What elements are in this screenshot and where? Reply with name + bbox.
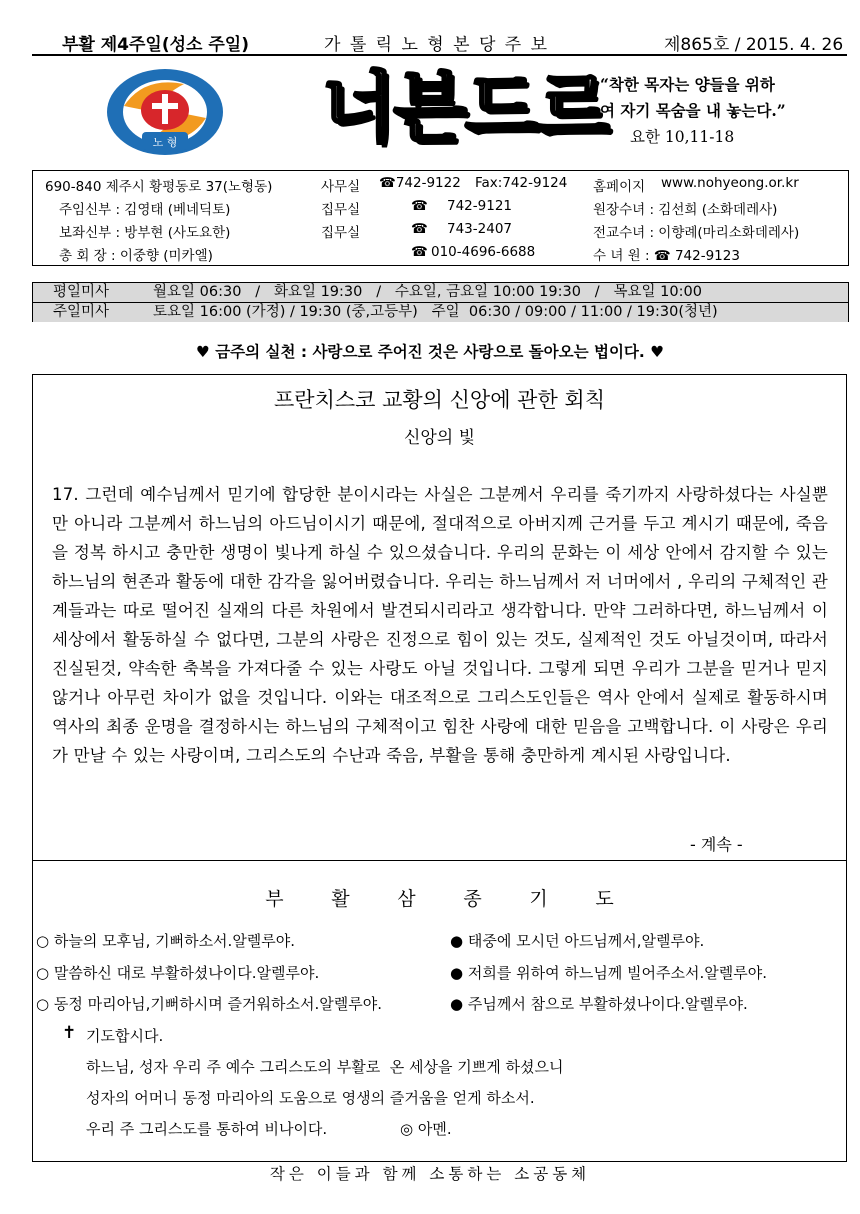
pastor-room: 집무실	[321, 202, 361, 218]
assistant-phone: 743-2407	[447, 221, 512, 237]
section-divider	[32, 860, 847, 861]
phone-icon: ☎	[411, 221, 428, 237]
phone-icon: ☎	[411, 198, 428, 214]
header-rule	[32, 54, 847, 56]
catechist-sister: 전교수녀 : 이향례(마리소화데레사)	[593, 225, 800, 241]
pastor: 주임신부 : 김영태 (베네딕토)	[59, 202, 231, 218]
bulletin-name: 가 톨 릭 노 형 본 당 주 보	[324, 35, 550, 55]
fax: Fax:742-9124	[475, 175, 568, 191]
bulletin-header	[0, 30, 860, 54]
response-1: ● 태중에 모시던 아드님께서,알렐루야.	[450, 932, 705, 950]
prayer-title	[32, 884, 847, 911]
response-2: ● 저희를 위하여 하느님께 빌어주소서.알렐루야.	[450, 964, 768, 982]
phone-icon: ☎	[411, 244, 428, 260]
homepage-label: 홈페이지	[593, 179, 646, 195]
president-phone: 010-4696-6688	[431, 244, 536, 260]
cross-icon: ✝	[62, 1023, 77, 1043]
article-body: 17. 그런데 예수님께서 믿기에 합당한 분이시라는 사실은 그분께서 우리를 죽기까지 사랑하셨다는 사실뿐만 아니라 그분께서 하느님의 아드님이시기 때문에, 절대적으로 아버지께 근거를 두고 계시기 때문에, 죽음을 정복 하시고 충만한 생명이 빛나게 하실 수 있으셨습니다. 우리의 문화는 이 세상 안에서 감지할 수 있는 하느님의 현존과 활동에 대한 감각을 잃어버렸습니다. 우리는 하느님께서 저 너머에서 , 우리의 구체적인 관계들과는 따로 떨어진 실재의 다른 차원에서 발견되시리라고 생각합니다. 만약 그러하다면, 하느님께서 이 세상에서 활동하실 수 없다면, 그분의 사랑은 진정으로 힘이 있는 것도, 실제적인 것도 아닐것이며, 따라서 진실된것, 약속한 축복을 가져다줄 수 있는 사랑도 아닐 것입니다. 그렇게 되면 우리가 그분을 믿거나 믿지 않거나 아무런 차이가 없을 것입니다. 이와는 대조적으로 그리스도인들은 역사 안에서 실제로 활동하시며 역사의 최종 운명을 결정하시는 하느님의 구체적이고 힘찬 사랑에 대한 믿음을 고백합니다. 이 사랑은 우리가 만날 수 있는 사랑이며, 그리스도의 수난과 죽음, 부활을 통해 충만하게 계시된 사랑입니다.	[52, 485, 828, 765]
parish-logo	[104, 66, 226, 158]
versicle-1: ○ 하늘의 모후님, 기뻐하소서.알렐루야.	[36, 932, 296, 950]
prayer-line-3: 우리 주 그리스도를 통하여 비나이다.	[86, 1120, 328, 1138]
motto-line-1: “착한 목자는 양들을 위하	[600, 75, 775, 94]
versicle-2: ○ 말씀하신 대로 부활하셨나이다.알렐루야.	[36, 964, 320, 982]
convent: 수 녀 원 : ☎ 742-9123	[593, 248, 740, 264]
liturgical-day: 부활 제4주일(성소 주일)	[62, 35, 250, 55]
logo-text: 노 형	[152, 136, 178, 149]
article-title: 프란치스코 교황의 신앙에 관한 회칙	[274, 388, 605, 412]
motto-line-2: 여 자기 목숨을 내 놓는다.”	[600, 101, 786, 120]
pastor-phone: 742-9121	[447, 198, 512, 214]
address: 690-840 제주시 황평동로 37(노형동)	[45, 179, 273, 195]
amen: ◎ 아멘.	[400, 1120, 452, 1138]
weekly-practice: ♥ 금주의 실천 : 사랑으로 주어진 것은 사랑으로 돌아오는 법이다. ♥	[195, 343, 665, 361]
assistant-room: 집무실	[321, 225, 361, 241]
weekly-motto	[600, 72, 850, 150]
office-label: 사무실	[321, 179, 361, 195]
head-sister: 원장수녀 : 김선희 (소화데레사)	[593, 202, 778, 218]
office-phone: ☎742-9122	[379, 175, 461, 191]
article-subtitle: 신앙의 빛	[403, 428, 476, 448]
response-3: ● 주님께서 참으로 부활하셨나이다.알렐루야.	[450, 995, 748, 1013]
prayer-line-1: 하느님, 성자 우리 주 예수 그리스도의 부활로 온 세상을 기쁘게 하셨으니	[86, 1058, 564, 1076]
mass-schedule	[32, 282, 849, 322]
weekday-mass-times: 월요일 06:30 / 화요일 19:30 / 수요일, 금요일 10:00 19:30 / 목요일 10:00	[153, 284, 702, 300]
sunday-mass-times: 토요일 16:00 (가정) / 19:30 (중,고등부) 주일 06:30 / 09:00 / 11:00 / 19:30(청년)	[153, 304, 718, 320]
assistant-priest: 보좌신부 : 방부현 (사도요한)	[59, 225, 231, 241]
issue-date: 제865호 / 2015. 4. 26	[664, 35, 844, 55]
prayer-title-char: 활	[331, 888, 350, 910]
motto-reference: 요한 10,11-18	[630, 128, 735, 146]
prayer-title-char: 기	[529, 888, 548, 910]
prayer-title-char: 부	[265, 888, 284, 910]
footer-slogan: 작은 이들과 함께 소통하는 소공동체	[269, 1165, 591, 1183]
homepage-link[interactable]: www.nohyeong.or.kr	[661, 175, 799, 191]
prayer-line-2: 성자의 어머니 동정 마리아의 도움으로 영생의 즐거움을 얻게 하소서.	[86, 1089, 535, 1107]
weekday-mass-label: 평일미사	[53, 284, 110, 300]
sunday-mass-row	[33, 302, 848, 322]
prayer-invitation: 기도합시다.	[86, 1027, 164, 1045]
masthead-title: 너븐드르	[322, 63, 608, 152]
prayer-title-char: 삼	[397, 888, 416, 910]
continued-note: - 계속 -	[690, 835, 743, 854]
parish-info-box	[32, 170, 849, 266]
prayer-title-char: 종	[463, 888, 482, 910]
versicle-3: ○ 동정 마리아님,기뻐하시며 즐거워하소서.알렐루야.	[36, 995, 382, 1013]
council-president: 총 회 장 : 이중향 (미카엘)	[59, 248, 213, 264]
weekday-mass-row	[33, 283, 848, 302]
sunday-mass-label: 주일미사	[53, 304, 110, 320]
prayer-title-char: 도	[595, 888, 614, 910]
